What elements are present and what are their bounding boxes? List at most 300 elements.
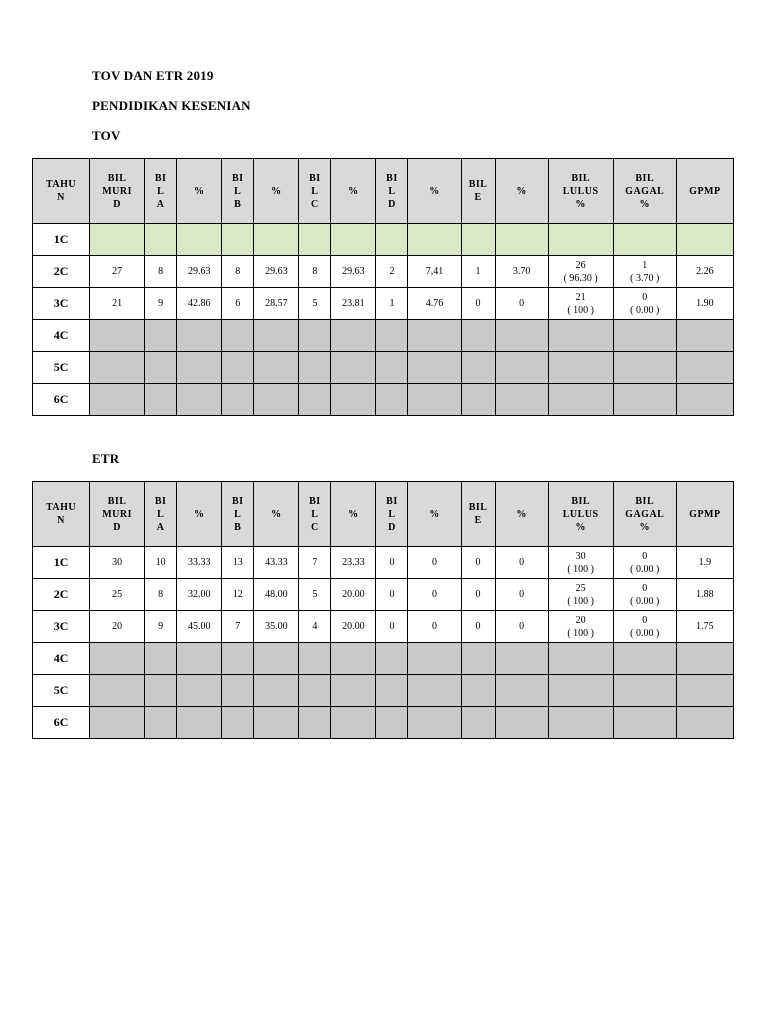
cell-bil-gagal (613, 643, 676, 675)
table-row (33, 256, 734, 288)
cell-text: 25 (575, 582, 586, 594)
cell-bil-gagal (613, 288, 676, 320)
header-bil-c (299, 482, 331, 547)
cell-bil-lulus (548, 707, 613, 739)
table-row (33, 224, 734, 256)
cell-text: 26 (575, 259, 586, 271)
header-text: % (348, 508, 359, 520)
header-bil-lulus (548, 482, 613, 547)
table-row (33, 675, 734, 707)
cell-text: ( 3.70 ) (630, 272, 660, 284)
header-text: L (234, 508, 242, 520)
header-text: TAHU (45, 502, 77, 513)
cell-bil-b: 8 (222, 256, 254, 288)
cell-bil-gagal (613, 352, 676, 384)
table-row (33, 288, 734, 320)
header-pct-a (177, 482, 222, 547)
table-row (33, 352, 734, 384)
cell-bil-e (461, 643, 495, 675)
cell-pct-b (254, 707, 299, 739)
header-text: L (157, 508, 165, 520)
cell-pct-d: 7,41 (408, 256, 461, 288)
cell-pct-c: 20.00 (331, 579, 376, 611)
header-text: MURI (102, 508, 132, 520)
cell-bil-c: 5 (299, 579, 331, 611)
cell-pct-c (331, 675, 376, 707)
cell-text: 20 (575, 614, 586, 626)
cell-bil-murid: 27 (90, 256, 145, 288)
header-text: B (234, 521, 242, 533)
cell-bil-c (299, 224, 331, 256)
cell-bil-d: 2 (376, 256, 408, 288)
tov-section-label: TOV (92, 128, 121, 143)
header-bil-a (145, 482, 177, 547)
header-text: C (310, 198, 319, 210)
header-text: N (57, 515, 65, 526)
cell-bil-gagal (613, 320, 676, 352)
cell-bil-c: 7 (299, 547, 331, 579)
header-text: D (113, 521, 121, 533)
cell-bil-a: 10 (145, 547, 177, 579)
cell-text: ( 100 ) (567, 563, 595, 575)
header-text: L (311, 508, 319, 520)
cell-gpmp: 2.26 (676, 256, 733, 288)
header-text: % (429, 185, 440, 197)
cell-pct-a: 29.63 (177, 256, 222, 288)
cell-text: ( 0.00 ) (630, 304, 660, 316)
cell-bil-a: 9 (145, 288, 177, 320)
cell-bil-lulus (548, 547, 613, 579)
cell-bil-e (461, 707, 495, 739)
header-pct-c (331, 482, 376, 547)
cell-pct-a (177, 352, 222, 384)
cell-pct-c: 23.81 (331, 288, 376, 320)
table-row (33, 547, 734, 579)
cell-bil-lulus (548, 384, 613, 416)
header-text: % (516, 508, 527, 520)
year-cell: 3C (33, 611, 90, 643)
cell-bil-lulus (548, 611, 613, 643)
header-text: % (639, 521, 650, 533)
cell-bil-gagal (613, 224, 676, 256)
etr-table (32, 481, 734, 739)
cell-bil-b (222, 707, 254, 739)
cell-bil-murid (90, 320, 145, 352)
cell-bil-a (145, 707, 177, 739)
header-bil-b (222, 482, 254, 547)
cell-bil-b (222, 643, 254, 675)
cell-bil-d (376, 384, 408, 416)
cell-bil-e (461, 320, 495, 352)
header-pct-c (331, 159, 376, 224)
header-bil-gagal (613, 159, 676, 224)
year-cell: 5C (33, 352, 90, 384)
cell-bil-a: 8 (145, 256, 177, 288)
header-text: BI (309, 172, 321, 184)
header-text: L (234, 185, 242, 197)
header-year (33, 159, 90, 224)
table-row (33, 611, 734, 643)
cell-pct-e: 0 (495, 288, 548, 320)
year-cell: 2C (33, 579, 90, 611)
header-text: % (271, 508, 282, 520)
cell-bil-gagal (613, 611, 676, 643)
cell-bil-murid: 30 (90, 547, 145, 579)
cell-pct-c: 20.00 (331, 611, 376, 643)
header-row (33, 159, 734, 224)
cell-bil-murid: 20 (90, 611, 145, 643)
cell-bil-a (145, 352, 177, 384)
cell-bil-murid: 21 (90, 288, 145, 320)
header-text: BI (386, 495, 398, 507)
cell-bil-lulus (548, 352, 613, 384)
cell-bil-b (222, 384, 254, 416)
header-bil-d (376, 482, 408, 547)
cell-pct-d (408, 384, 461, 416)
header-text: BIL (107, 495, 127, 507)
table-row (33, 579, 734, 611)
cell-pct-c (331, 352, 376, 384)
cell-bil-lulus (548, 288, 613, 320)
cell-bil-b (222, 352, 254, 384)
cell-text: 30 (575, 550, 586, 562)
header-text: % (429, 508, 440, 520)
cell-pct-d (408, 707, 461, 739)
cell-bil-e: 0 (461, 611, 495, 643)
year-cell: 4C (33, 643, 90, 675)
header-pct-a (177, 159, 222, 224)
cell-bil-murid (90, 675, 145, 707)
cell-pct-d (408, 224, 461, 256)
header-text: GAGAL (625, 508, 665, 520)
header-text: A (156, 198, 165, 210)
cell-bil-a (145, 224, 177, 256)
table-row (33, 707, 734, 739)
cell-bil-gagal (613, 384, 676, 416)
header-text: BIL (468, 502, 488, 513)
cell-pct-e: 0 (495, 547, 548, 579)
cell-bil-b: 7 (222, 611, 254, 643)
cell-pct-a: 33.33 (177, 547, 222, 579)
cell-gpmp (676, 352, 733, 384)
header-bil-e (461, 159, 495, 224)
header-text: % (516, 185, 527, 197)
cell-pct-b: 29.63 (254, 256, 299, 288)
cell-gpmp: 1.9 (676, 547, 733, 579)
cell-gpmp (676, 675, 733, 707)
cell-pct-b: 28.57 (254, 288, 299, 320)
year-cell: 2C (33, 256, 90, 288)
cell-bil-d (376, 707, 408, 739)
cell-bil-murid (90, 224, 145, 256)
cell-bil-murid (90, 384, 145, 416)
cell-text: 21 (575, 291, 586, 303)
cell-pct-b (254, 320, 299, 352)
cell-pct-b: 48.00 (254, 579, 299, 611)
header-bil-a (145, 159, 177, 224)
cell-bil-lulus (548, 320, 613, 352)
cell-bil-c (299, 352, 331, 384)
header-text: BIL (571, 495, 591, 507)
cell-pct-b (254, 643, 299, 675)
header-text: GAGAL (625, 185, 665, 197)
cell-gpmp: 1.88 (676, 579, 733, 611)
cell-bil-lulus (548, 224, 613, 256)
cell-pct-e (495, 707, 548, 739)
cell-pct-a (177, 384, 222, 416)
header-text: % (575, 521, 586, 533)
cell-pct-e (495, 224, 548, 256)
cell-bil-c: 8 (299, 256, 331, 288)
header-bil-lulus (548, 159, 613, 224)
header-text: BIL (635, 495, 655, 507)
header-text: A (156, 521, 165, 533)
cell-bil-c: 5 (299, 288, 331, 320)
cell-bil-gagal (613, 675, 676, 707)
header-text: C (310, 521, 319, 533)
cell-pct-b (254, 224, 299, 256)
cell-text: ( 100 ) (567, 304, 595, 316)
header-bil-gagal (613, 482, 676, 547)
cell-gpmp: 1.75 (676, 611, 733, 643)
header-text: BI (154, 172, 167, 184)
year-cell: 1C (33, 547, 90, 579)
cell-bil-a: 9 (145, 611, 177, 643)
header-row (33, 482, 734, 547)
cell-pct-a (177, 320, 222, 352)
cell-bil-b: 12 (222, 579, 254, 611)
header-bil-murid (90, 159, 145, 224)
cell-text: ( 100 ) (567, 595, 595, 607)
cell-text: 0 (642, 614, 648, 626)
cell-bil-e (461, 224, 495, 256)
header-bil-b (222, 159, 254, 224)
cell-pct-d (408, 675, 461, 707)
header-pct-e (495, 159, 548, 224)
cell-bil-d (376, 643, 408, 675)
cell-text: 0 (642, 550, 648, 562)
cell-bil-e (461, 384, 495, 416)
header-gpmp (676, 482, 733, 547)
cell-bil-e: 0 (461, 547, 495, 579)
header-text: % (271, 185, 282, 197)
cell-bil-e (461, 352, 495, 384)
cell-bil-d (376, 320, 408, 352)
cell-bil-a (145, 643, 177, 675)
cell-pct-e (495, 384, 548, 416)
cell-bil-d (376, 675, 408, 707)
cell-pct-d (408, 320, 461, 352)
cell-text: ( 0.00 ) (630, 595, 660, 607)
cell-text: ( 100 ) (567, 627, 595, 639)
cell-text: 0 (642, 582, 648, 594)
cell-bil-d: 0 (376, 611, 408, 643)
header-pct-b (254, 482, 299, 547)
cell-bil-d: 1 (376, 288, 408, 320)
header-text: % (639, 198, 650, 210)
cell-pct-d: 0 (408, 547, 461, 579)
cell-pct-e: 0 (495, 611, 548, 643)
cell-gpmp (676, 320, 733, 352)
cell-pct-e (495, 675, 548, 707)
cell-pct-e: 0 (495, 579, 548, 611)
cell-gpmp (676, 384, 733, 416)
cell-bil-b (222, 224, 254, 256)
header-text: GPMP (689, 508, 721, 520)
cell-bil-c (299, 643, 331, 675)
cell-bil-murid (90, 643, 145, 675)
header-pct-d (408, 482, 461, 547)
cell-bil-gagal (613, 547, 676, 579)
cell-gpmp: 1.90 (676, 288, 733, 320)
year-cell: 6C (33, 384, 90, 416)
cell-bil-c (299, 384, 331, 416)
cell-text: ( 96.30 ) (563, 272, 598, 284)
header-text: BI (309, 495, 321, 507)
header-text: % (193, 508, 205, 520)
cell-pct-a: 32.00 (177, 579, 222, 611)
etr-section-label: ETR (92, 451, 120, 466)
cell-pct-d (408, 352, 461, 384)
cell-pct-a (177, 707, 222, 739)
header-bil-d (376, 159, 408, 224)
header-pct-d (408, 159, 461, 224)
header-text: E (474, 515, 482, 526)
header-text: L (388, 185, 396, 197)
cell-pct-c: 29.63 (331, 256, 376, 288)
year-cell: 1C (33, 224, 90, 256)
table-row (33, 320, 734, 352)
cell-bil-c (299, 707, 331, 739)
header-text: L (157, 185, 165, 197)
subject-title: PENDIDIKAN KESENIAN (92, 98, 251, 113)
cell-bil-lulus (548, 675, 613, 707)
cell-pct-b (254, 675, 299, 707)
cell-bil-e: 0 (461, 288, 495, 320)
cell-bil-c (299, 675, 331, 707)
header-text: BI (154, 495, 167, 507)
cell-pct-c (331, 384, 376, 416)
cell-bil-a (145, 320, 177, 352)
tov-table (32, 158, 734, 416)
cell-bil-d: 0 (376, 579, 408, 611)
cell-pct-d: 0 (408, 611, 461, 643)
header-text: D (113, 198, 121, 210)
cell-bil-a (145, 675, 177, 707)
cell-pct-d: 0 (408, 579, 461, 611)
cell-pct-e (495, 352, 548, 384)
cell-pct-c (331, 643, 376, 675)
header-year (33, 482, 90, 547)
header-bil-e (461, 482, 495, 547)
header-text: BI (231, 495, 244, 507)
cell-pct-b (254, 352, 299, 384)
cell-gpmp (676, 224, 733, 256)
cell-pct-a: 45.00 (177, 611, 222, 643)
cell-text: 1 (642, 259, 648, 271)
cell-bil-e (461, 675, 495, 707)
cell-pct-e (495, 320, 548, 352)
header-text: B (234, 198, 242, 210)
header-text: BIL (571, 172, 591, 184)
cell-bil-b (222, 320, 254, 352)
cell-bil-murid: 25 (90, 579, 145, 611)
header-text: TAHU (45, 179, 77, 190)
cell-bil-e: 1 (461, 256, 495, 288)
cell-pct-e (495, 643, 548, 675)
cell-bil-gagal (613, 256, 676, 288)
header-text: BIL (468, 179, 488, 190)
cell-pct-a (177, 675, 222, 707)
header-text: L (311, 185, 319, 197)
cell-bil-e: 0 (461, 579, 495, 611)
header-text: % (193, 185, 205, 197)
header-text: E (474, 192, 482, 203)
cell-pct-d (408, 643, 461, 675)
cell-bil-a: 8 (145, 579, 177, 611)
year-cell: 6C (33, 707, 90, 739)
cell-bil-b (222, 675, 254, 707)
header-text: LULUS (562, 508, 599, 520)
cell-pct-d: 4.76 (408, 288, 461, 320)
header-text: BIL (107, 172, 127, 184)
cell-text: 0 (642, 291, 648, 303)
header-text: D (388, 198, 396, 210)
table-row (33, 643, 734, 675)
cell-bil-gagal (613, 707, 676, 739)
header-pct-e (495, 482, 548, 547)
cell-bil-d (376, 352, 408, 384)
cell-pct-e: 3.70 (495, 256, 548, 288)
header-text: MURI (102, 185, 132, 197)
header-bil-murid (90, 482, 145, 547)
header-text: BI (231, 172, 244, 184)
cell-gpmp (676, 707, 733, 739)
cell-pct-c (331, 224, 376, 256)
cell-bil-lulus (548, 579, 613, 611)
year-cell: 3C (33, 288, 90, 320)
cell-bil-d (376, 224, 408, 256)
cell-bil-c: 4 (299, 611, 331, 643)
header-text: % (348, 185, 359, 197)
cell-pct-b (254, 384, 299, 416)
header-text: LULUS (562, 185, 599, 197)
cell-bil-lulus (548, 643, 613, 675)
cell-bil-c (299, 320, 331, 352)
cell-bil-lulus (548, 256, 613, 288)
cell-pct-a (177, 643, 222, 675)
cell-bil-b: 13 (222, 547, 254, 579)
cell-bil-d: 0 (376, 547, 408, 579)
header-text: GPMP (689, 185, 721, 197)
cell-text: ( 0.00 ) (630, 627, 660, 639)
header-text: N (57, 192, 65, 203)
cell-pct-a (177, 224, 222, 256)
cell-pct-a: 42.86 (177, 288, 222, 320)
document-title: TOV DAN ETR 2019 (92, 68, 214, 83)
cell-bil-gagal (613, 579, 676, 611)
cell-pct-b: 35.00 (254, 611, 299, 643)
cell-bil-murid (90, 707, 145, 739)
header-text: % (575, 198, 586, 210)
header-text: D (388, 521, 396, 533)
cell-pct-b: 43.33 (254, 547, 299, 579)
header-bil-c (299, 159, 331, 224)
cell-pct-c (331, 320, 376, 352)
header-text: L (388, 508, 396, 520)
cell-bil-a (145, 384, 177, 416)
year-cell: 5C (33, 675, 90, 707)
